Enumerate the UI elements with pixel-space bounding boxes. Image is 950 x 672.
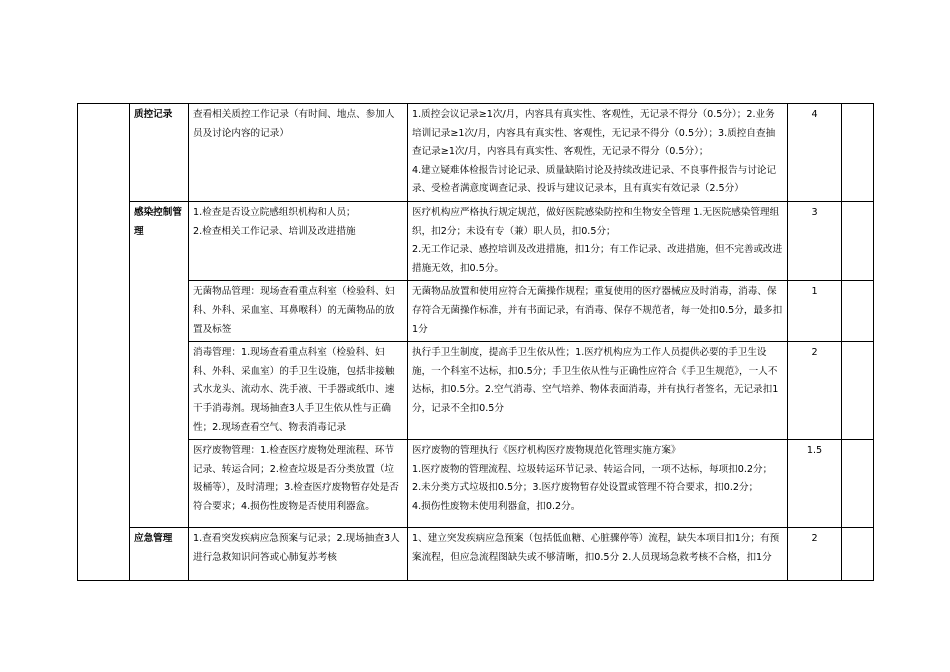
score-value: 3 [811, 206, 818, 218]
blank-right-cell [842, 201, 874, 280]
blank-right-cell [842, 281, 874, 342]
blank-right-cell [842, 440, 874, 528]
standard-text: 2.未分类方式垃圾扣0.5分；3.医疗废物暂存处设置或管理不符合要求，扣0.2分； [412, 482, 759, 494]
evaluation-table [77, 103, 874, 581]
method-text: 无菌物品管理：现场查看重点科室（检验科、妇科、外科、采血室、耳鼻喉科）的无菌物品的放置及标签 [193, 286, 395, 335]
method-text: 1.查看突发疾病应急预案与记录；2.现场抽查3人进行急救知识问答或心肺复苏考核 [193, 533, 400, 563]
standard-text: 医疗废物的管理执行《医疗机构医疗废物规范化管理实施方案》 [412, 445, 681, 457]
table-row [78, 281, 874, 342]
standard-text: 4.损伤性废物未使用利器盒，扣0.2分。 [412, 500, 581, 512]
standard-cell [408, 440, 788, 528]
standard-text: 医疗机构应严格执行规定规范，做好医院感染防控和生物安全管理 1.无医院感染管理组织，扣2分；未设有专（兼）职人员，扣0.5分； [412, 206, 780, 237]
blank-right-cell [842, 342, 874, 440]
score-value: 2 [811, 533, 818, 545]
method-cell [189, 201, 408, 280]
score-value: 2 [811, 347, 818, 359]
method-text: 1.检查是否设立院感组织机构和人员； [193, 206, 356, 218]
category-label: 质控记录 [134, 109, 173, 120]
category-cell [130, 104, 189, 202]
table-row [78, 528, 874, 581]
score-value: 1 [811, 286, 818, 298]
standard-text: 2.无工作记录、感控培训及改进措施，扣1分；有工作记录、改进措施，但不完善或改进措施无效，扣0.5分。 [412, 244, 783, 274]
method-text: 消毒管理：1.现场查看重点科室（检验科、妇科、外科、采血室）的手卫生设施，包括非接触式水龙头、流动水、洗手液、干手器或纸巾、速干手消毒剂。现场抽查3人手卫生依从性与正确性；2.现场查看空气、物表消毒记录 [193, 347, 395, 433]
category-cell [130, 201, 189, 527]
table-row [78, 440, 874, 528]
method-cell [189, 440, 408, 528]
standard-cell [408, 281, 788, 342]
score-cell [788, 201, 842, 280]
standard-text: 1.质控会议记录≥1次/月，内容具有真实性、客观性，无记录不得分（0.5分）；2.业务培训记录≥1次/月，内容具有真实性、客观性，无记录不得分（0.5分）；3.质控自查抽查记录≥1次/月，内容具有真实性、客观性，无记录不得分（0.5分）； [412, 109, 776, 158]
score-cell [788, 342, 842, 440]
table-row [78, 342, 874, 440]
standard-text: 1.医疗废物的管理流程、垃圾转运环节记录、转运合同，一项不达标，每项扣0.2分； [412, 463, 773, 475]
method-text: 查看相关质控工作记录（有时间、地点、参加人员及讨论内容的记录） [193, 109, 395, 139]
table-row [78, 201, 874, 280]
standard-text: 执行手卫生制度，提高手卫生依从性；1.医疗机构应为工作人员提供必要的手卫生设施，一个科室不达标，扣0.5分；手卫生依从性与正确性应符合《手卫生规范》，一人不达标，扣0.5分。2.空气消毒、空气培养、物体表面消毒，并有执行者签名，无记录扣1分，记录不全扣0.5分 [412, 347, 779, 414]
standard-cell [408, 104, 788, 202]
standard-cell [408, 201, 788, 280]
category-label: 应急管理 [134, 533, 173, 545]
score-cell [788, 281, 842, 342]
score-cell [788, 104, 842, 202]
method-cell [189, 104, 408, 202]
standard-cell [408, 342, 788, 440]
blank-left-cell [78, 104, 130, 581]
category-cell [130, 528, 189, 581]
category-label: 感染控制管理 [134, 206, 182, 237]
method-text: 医疗废物管理：1.检查医疗废物处理流程、环节记录、转运合同；2.检查垃圾是否分类放置（垃圾桶等），及时清理；3.检查医疗废物暂存处是否符合要求；4.损伤性废物是否使用利器盒。 [193, 445, 399, 512]
score-value: 1.5 [806, 445, 823, 457]
score-value: 4 [811, 109, 818, 120]
method-cell [189, 342, 408, 440]
score-cell [788, 528, 842, 581]
standard-text: 1、建立突发疾病应急预案（包括低血糖、心脏骤停等）流程，缺失本项目扣1分；有预案流程，但应急流程图缺失或不够清晰，扣0.5分 2.人员现场急救考核不合格，扣1分 [412, 533, 780, 563]
method-cell [189, 281, 408, 342]
standard-text: 无菌物品放置和使用应符合无菌操作规程；重复使用的医疗器械应及时消毒，消毒、保存符合无菌操作标准，并有书面记录，有消毒、保存不规范者，每一处扣0.5分，最多扣1分 [412, 286, 783, 335]
score-cell [788, 440, 842, 528]
method-cell [189, 528, 408, 581]
blank-right-cell [842, 528, 874, 581]
table-row [78, 104, 874, 202]
standard-text: 4.建立疑难体检报告讨论记录、质量缺陷讨论及持续改进记录、不良事件报告与讨论记录、受检者满意度调查记录、投诉与建议记录本，且有真实有效记录（2.5分） [412, 164, 777, 195]
blank-right-cell [842, 104, 874, 202]
method-text: 2.检查相关工作记录、培训及改进措施 [193, 225, 356, 237]
standard-cell [408, 528, 788, 581]
